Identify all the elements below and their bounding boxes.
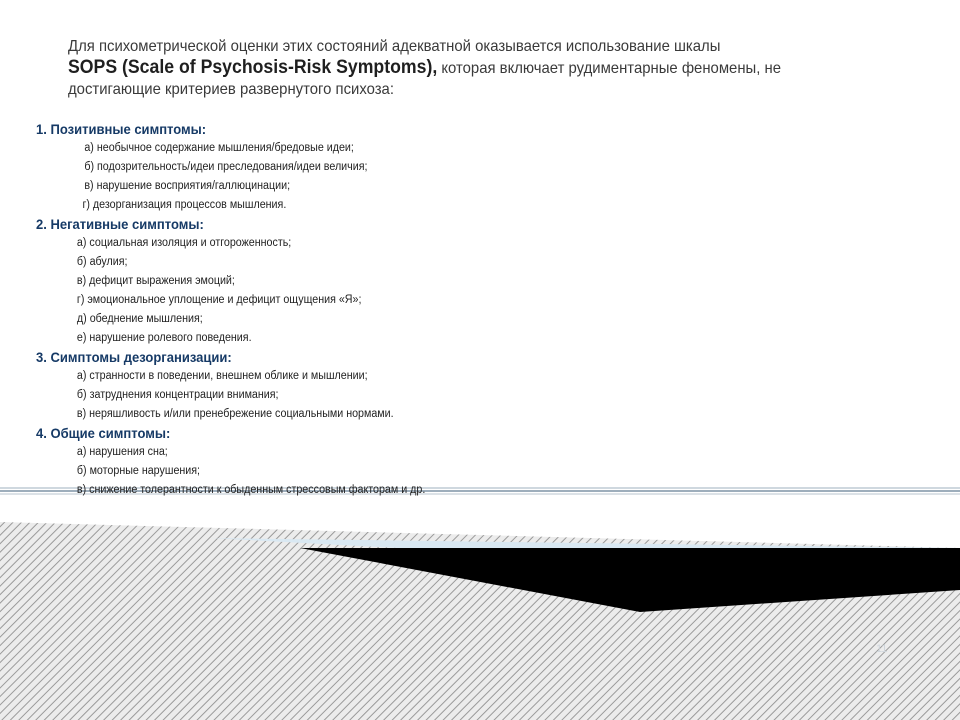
symptom-list bbox=[36, 120, 854, 500]
intro-paragraph bbox=[68, 36, 831, 100]
list-item: б) моторные нарушения; bbox=[76, 465, 201, 477]
section-title: 2. Негативные симптомы: bbox=[36, 216, 204, 232]
list-item: б) подозрительность/идеи преследования/идеи величия; bbox=[84, 161, 368, 173]
list-item: г) дезорганизация процессов мышления. bbox=[82, 199, 287, 211]
list-item: а) странности в поведении, внешнем облике и мышлении; bbox=[76, 370, 368, 382]
list-item: а) социальная изоляция и отгороженность; bbox=[76, 237, 292, 249]
scale-name: SOPS (Scale of Psychosis-Risk Symptoms), bbox=[68, 57, 438, 78]
section-disorganization bbox=[36, 348, 854, 424]
list-item: в) неряшливость и/или пренебрежение социальными нормами. bbox=[76, 408, 394, 420]
list-item: б) затруднения концентрации внимания; bbox=[76, 389, 279, 401]
list-item: г) эмоциональное уплощение и дефицит ощущения «Я»; bbox=[76, 294, 362, 306]
section-positive bbox=[36, 120, 854, 215]
list-item: в) снижение толерантности к обыденным стрессовым факторам и др. bbox=[76, 484, 426, 496]
section-title: 3. Симптомы дезорганизации: bbox=[36, 349, 232, 365]
section-negative bbox=[36, 215, 854, 348]
intro-line-2-rest: которая включает рудиментарные феномены, не bbox=[437, 60, 782, 77]
intro-line-2 bbox=[68, 57, 831, 79]
list-item: в) нарушение восприятия/галлюцинации; bbox=[84, 180, 291, 192]
section-general bbox=[36, 424, 854, 500]
list-item: а) нарушения сна; bbox=[76, 446, 168, 458]
section-title: 4. Общие симптомы: bbox=[36, 425, 171, 441]
intro-line-1: Для психометрической оценки этих состояний адекватной оказывается использование шкалы bbox=[68, 38, 721, 55]
intro-line-3: достигающие критериев развернутого психоза: bbox=[68, 81, 394, 98]
list-item: а) необычное содержание мышления/бредовые идеи; bbox=[84, 142, 354, 154]
list-item: б) абулия; bbox=[76, 256, 128, 268]
section-title: 1. Позитивные симптомы: bbox=[36, 121, 207, 137]
list-item: е) нарушение ролевого поведения. bbox=[76, 332, 252, 344]
list-item: д) обеднение мышления; bbox=[76, 313, 203, 325]
page-number: 11 bbox=[876, 643, 888, 655]
list-item: в) дефицит выражения эмоций; bbox=[76, 275, 235, 287]
